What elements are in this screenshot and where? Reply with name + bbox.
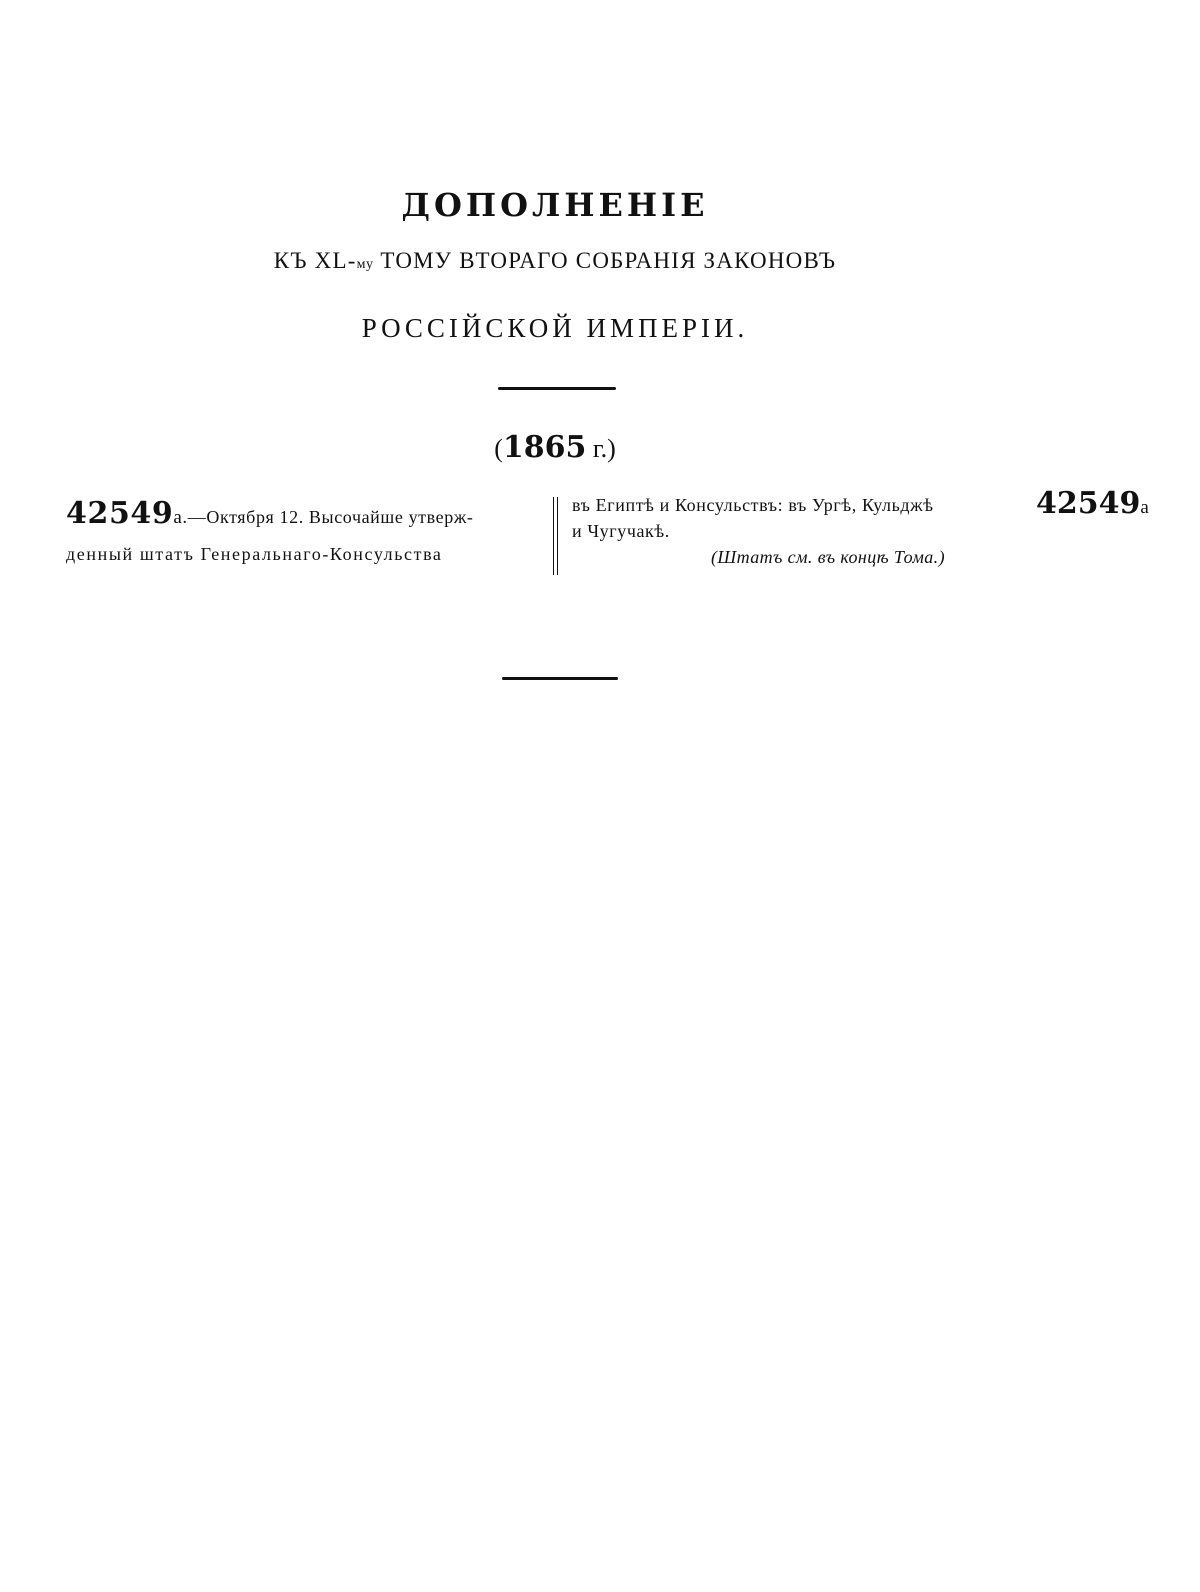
year-number: 1865 — [502, 430, 587, 465]
entry-right-number-block — [1036, 486, 1149, 521]
entry-note: (Штатъ см. въ концѣ Тома.) — [711, 547, 945, 567]
entry-right-number: 42549 — [1036, 486, 1141, 521]
entry-right-line2: и Чугучакѣ. — [572, 521, 670, 541]
document-title: ДОПОЛНЕНIЕ — [401, 186, 709, 224]
entry-right-number-suffix: а — [1140, 497, 1149, 518]
document-subtitle — [0, 248, 1110, 274]
footer-divider-rule — [502, 677, 618, 680]
year-open-paren: ( — [494, 434, 503, 463]
entry-number: 42549 — [66, 496, 174, 531]
entry-right-column — [572, 492, 1032, 570]
year-heading — [0, 430, 1110, 465]
entry-right-line1: въ Египтѣ и Консульствъ: въ Ургѣ, Кульджѣ — [572, 495, 934, 515]
entry-left-line1: —Октября 12. Высочайше утверж- — [187, 507, 474, 527]
document-subtitle-line2: РОССIЙСКОЙ ИМПЕРIИ. — [361, 313, 749, 343]
year-close: г.) — [586, 434, 616, 463]
header-divider-rule — [498, 387, 616, 390]
entry-left-line2: денный штатъ Генеральнаго-Консульства — [66, 544, 443, 564]
entry-left-column — [66, 496, 542, 572]
subtitle-part1: КЪ XL- — [273, 248, 357, 273]
subtitle-part2: ТОМУ ВТОРАГО СОБРАНIЯ ЗАКОНОВЪ — [373, 248, 837, 273]
entry-number-suffix: а. — [173, 507, 188, 528]
subtitle-small: му — [356, 257, 374, 272]
column-divider — [553, 497, 558, 575]
